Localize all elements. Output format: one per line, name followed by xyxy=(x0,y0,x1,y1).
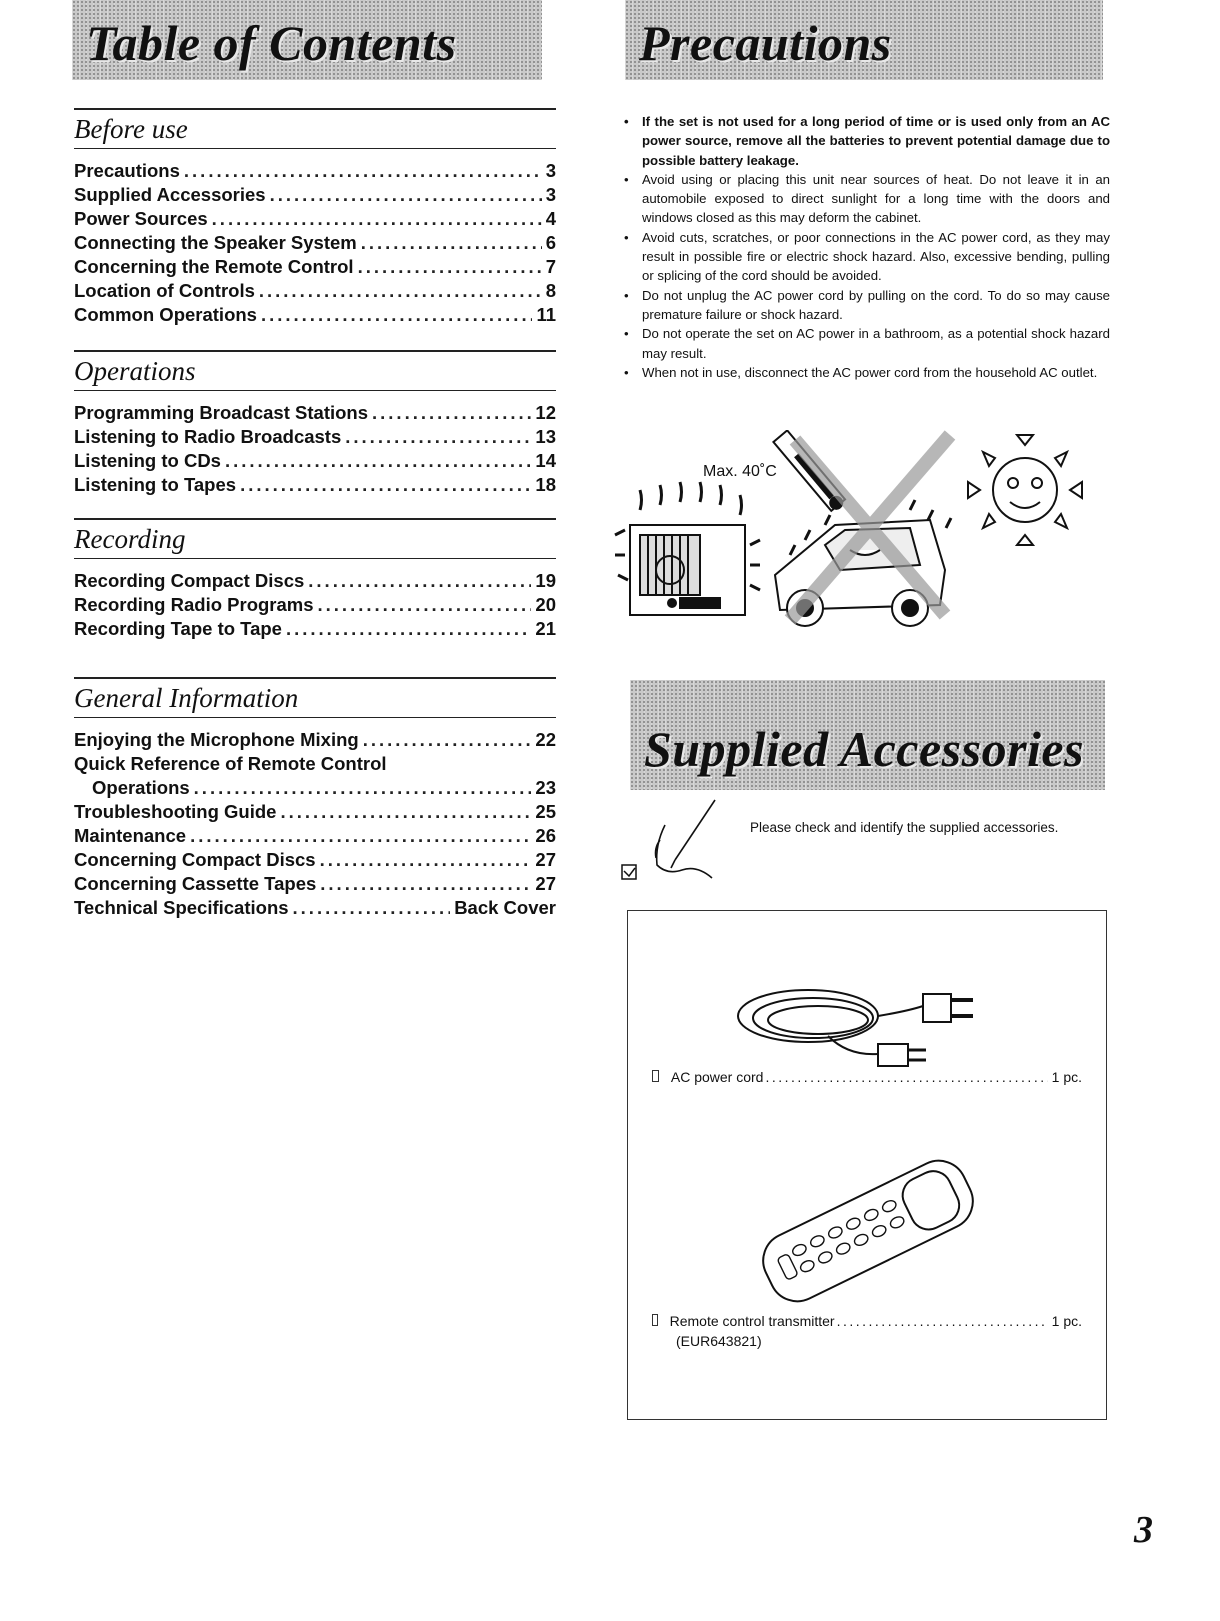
accessories-banner xyxy=(630,680,1105,790)
section-heading: Operations xyxy=(74,350,556,391)
toc-entry[interactable]: Recording Radio Programs ..... 20 xyxy=(74,593,556,617)
remote-control-icon xyxy=(754,1156,982,1306)
accessories-title: Supplied Accessories xyxy=(644,721,1085,777)
toc-section-operations xyxy=(74,350,556,497)
checkbox-icon[interactable] xyxy=(652,1314,658,1326)
precaution-item: • When not in use, disconnect the AC power cord from the household AC outlet. xyxy=(618,363,1110,382)
toc-entry[interactable]: Supplied Accessories ..... 3 xyxy=(74,183,556,207)
toc-entry[interactable]: Listening to Radio Broadcasts ..... 13 xyxy=(74,425,556,449)
toc-entry[interactable]: Quick Reference of Remote Control xyxy=(74,753,387,774)
precaution-item: • Avoid using or placing this unit near sources of heat. Do not leave it in an automobile exposed to direct sunlight for a long time with the doors and windows closed as this may deform the cabinet. xyxy=(618,170,1110,228)
checkbox-icon[interactable] xyxy=(652,1070,659,1082)
toc-entry[interactable]: Troubleshooting Guide ..... 25 xyxy=(74,800,556,824)
precautions-banner xyxy=(625,0,1103,80)
toc-entry[interactable]: Recording Compact Discs ..... 19 xyxy=(74,569,556,593)
heat-warning-illustration xyxy=(610,430,1110,655)
section-heading: Recording xyxy=(74,518,556,559)
toc-entry[interactable]: Listening to Tapes ..... 18 xyxy=(74,473,556,497)
section-heading: General Information xyxy=(74,677,556,718)
accessories-box xyxy=(627,910,1107,1420)
toc-entry[interactable]: Concerning the Remote Control ..... 7 xyxy=(74,255,556,279)
max-temperature-label: Max. 40˚C xyxy=(703,463,777,480)
toc-section-before-use xyxy=(74,108,556,327)
radio-icon xyxy=(630,525,745,615)
toc-entry[interactable]: Precautions ..... 3 xyxy=(74,159,556,183)
toc-entry[interactable]: Common Operations ..... 11 xyxy=(74,303,556,327)
precautions-list xyxy=(618,112,1110,382)
toc-entry[interactable]: Operations ..... 23 xyxy=(74,776,556,800)
page-number: 3 xyxy=(1134,1509,1153,1551)
section-heading: Before use xyxy=(74,108,556,149)
remote-model-number: (EUR643821) xyxy=(676,1333,762,1349)
toc-section-recording xyxy=(74,518,556,641)
precaution-item: • Do not unplug the AC power cord by pulling on the cord. To do so may cause premature failure or shock hazard. xyxy=(618,286,1110,325)
precaution-item: • Do not operate the set on AC power in a bathroom, as a potential shock hazard may result. xyxy=(618,324,1110,363)
thermometer-icon xyxy=(773,430,847,514)
toc-entry[interactable]: Recording Tape to Tape ..... 21 xyxy=(74,617,556,641)
toc-entry[interactable]: Listening to CDs ..... 14 xyxy=(74,449,556,473)
toc-entry[interactable]: Maintenance ..... 26 xyxy=(74,824,556,848)
toc-banner xyxy=(72,0,542,80)
toc-entry[interactable]: Concerning Compact Discs ..... 27 xyxy=(74,848,556,872)
toc-entry[interactable]: Programming Broadcast Stations ..... 12 xyxy=(74,401,556,425)
toc-entry[interactable]: Power Sources ..... 4 xyxy=(74,207,556,231)
accessory-item-power-cord: AC power cord ..... 1 pc. xyxy=(652,1067,1082,1087)
checklist-hand-illustration xyxy=(620,795,745,900)
toc-section-general-information xyxy=(74,677,556,920)
sun-icon xyxy=(968,435,1082,545)
toc-entry[interactable]: Location of Controls ..... 8 xyxy=(74,279,556,303)
toc-entry[interactable]: Concerning Cassette Tapes ..... 27 xyxy=(74,872,556,896)
precaution-item: • Avoid cuts, scratches, or poor connections in the AC power cord, as they may result in possible fire or electric shock hazard. Also, excessive bending, pulling or splicing of the cord should be avoided. xyxy=(618,228,1110,286)
power-cord-icon xyxy=(738,990,973,1066)
toc-entry[interactable]: Enjoying the Microphone Mixing ..... 22 xyxy=(74,728,556,752)
toc-entry[interactable]: Technical Specifications ..... Back Cover xyxy=(74,896,556,920)
accessories-note: Please check and identify the supplied accessories. xyxy=(750,820,1059,835)
accessory-item-remote-control: Remote control transmitter ..... 1 pc. (EUR643821) xyxy=(652,1311,1082,1351)
precautions-title: Precautions xyxy=(639,15,892,71)
checkbox-icon xyxy=(622,865,636,879)
pen-hand-icon xyxy=(656,800,716,878)
precaution-item: • If the set is not used for a long period of time or is used only from an AC power source, remove all the batteries to prevent potential damage due to possible battery leakage. xyxy=(618,112,1110,170)
remote-control-illustration xyxy=(738,1156,998,1306)
toc-title: Table of Contents xyxy=(86,15,457,71)
toc-entry[interactable]: Connecting the Speaker System ..... 6 xyxy=(74,231,556,255)
